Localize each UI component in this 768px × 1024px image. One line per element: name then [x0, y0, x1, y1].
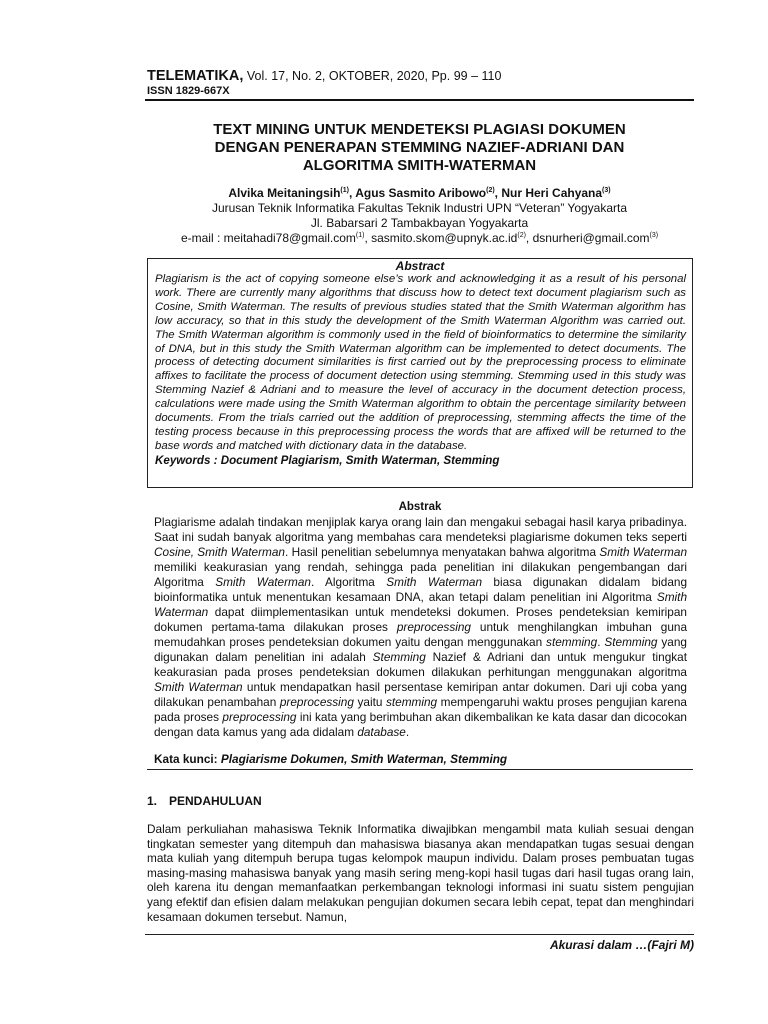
author-index: (2) [486, 187, 495, 194]
author-name: Nur Heri Cahyana [501, 186, 603, 200]
abstrak-emphasis: Smith Waterman [599, 545, 688, 559]
abstrak-segment: untuk mendapatkan hasil persentase kemiripan antar dokumen. Dari uji coba yang dilakukan penambahan [154, 680, 687, 709]
author-name: Agus Sasmito Aribowo [355, 186, 487, 200]
abstrak-text [154, 515, 687, 740]
journal-details: Vol. 17, No. 2, OKTOBER, 2020, Pp. 99 – 110 [246, 69, 502, 83]
abstrak-segment: yang digunakan dalam penelitian ini adalah [154, 635, 687, 664]
abstract-heading: Abstract [395, 259, 445, 273]
abstrak-emphasis: Stemming [372, 650, 426, 664]
abstrak-emphasis: preprocessing [279, 695, 354, 709]
kata-kunci-label: Kata kunci: [154, 752, 221, 766]
abstrak-rule [147, 769, 693, 770]
issn: ISSN 1829-667X [147, 85, 230, 97]
email: sasmito.skom@upnyk.ac.id [371, 231, 518, 245]
keywords: Keywords : Document Plagiarism, Smith Waterman, Stemming [155, 453, 500, 467]
email-index: (3) [649, 232, 659, 239]
abstrak-emphasis: stemming [546, 635, 598, 649]
abstrak-segment: dapat diimplementasikan untuk mendeteksi dokumen. Proses pendeteksian kemiripan dokumen pertama-tama dilakukan proses [154, 605, 687, 634]
section-title: PENDAHULUAN [169, 794, 262, 808]
email-index: (1) [355, 232, 365, 239]
abstract-box [147, 258, 693, 488]
email-index: (2) [517, 232, 526, 239]
abstrak-segment: Plagiarisme adalah tindakan menjiplak karya orang lain dan mengakui sebagai hasil karya pribadinya. Saat ini sudah banyak algoritma yang membahas cara mendeteksi plagiarisme dokumen teks seperti [154, 515, 687, 544]
author-index: (1) [340, 187, 349, 194]
email-line: e-mail : meitahadi78@gmail.com$^{(1)}$, $sasmito.skom@upnyk.ac.id^{(2)}$, dsnurheri@gmail.com$^{(3)}$ [180, 231, 659, 245]
abstrak-emphasis: Smith Waterman [154, 590, 687, 619]
abstrak-heading: Abstrak [398, 501, 442, 513]
intro-paragraph: Dalam perkuliahan mahasiswa Teknik Informatika diwajibkan mengambil mata kuliah sesuai dengan tingkatan semester yang ditempuh dan mahasiswa biasanya akan mendapatkan tugas sesuai dengan mata kuliah yang ditempuh berupa tugas kelompok maupun individu. Dalam proses pembuatan tugas masing-masing mahasiswa banyak yang masih sering meng-kopi hasil tugas dari hasil tugas orang lain, oleh karena itu dengan memanfaatkan perkembangan teknologi informasi ini suatu sistem pengujian yang efektif dan efisien dalam melakukan pengujian dokumen secara lebih cepat, tepat dan menghindari kesamaan dokumen tersebut. Namun, [147, 822, 694, 924]
abstrak-emphasis: stemming [385, 695, 438, 709]
paper-title [145, 121, 694, 175]
abstrak-emphasis: Smith Waterman [386, 575, 483, 589]
abstrak-segment: . [405, 725, 410, 739]
author-name: Alvika Meitaningsih [228, 186, 341, 200]
abstract-text: Plagiarism is the act of copying someone else’s work and acknowledging it as a result of his personal work. There are currently many algorithms that discuss how to detect text document plagiarism such as Cosine, Smith Waterman. The results of previous studies stated that the Smith Waterman algorithm has low accuracy, so that in this study the development of the Smith Waterman Algorithm was carried out. The Smith Waterman algorithm is commonly used in the field of bioinformatics to determine the similarity of DNA, but in this study the Smith Waterman algorithm can be implemented to detect documents. The process of detecting document similarities is first carried out by the preprocessing process to eliminate affixes to facilitate the process of document detection using stemming. Stemming used in this study was Stemming Nazief & Adriani and to measure the level of accuracy in the document detection process, calculations were made using the Smith Waterman algorithm to obtain the percentage similarity between documents. From the trials carried out the addition of preprocessing, stemming affects the time of the testing process because in this preprocessing process the words that are affixed will be returned to the base words and matched with dictionary data in the database. [155, 273, 686, 452]
abstrak-segment: untuk menghilangkan imbuhan guna memudahkan proses pendeteksian dokumen yaitu dengan menggunakan [154, 620, 688, 649]
abstrak-emphasis: preprocessing [396, 620, 471, 634]
abstrak-segment: . [597, 635, 605, 649]
title-line: ALGORITMA SMITH-WATERMAN [302, 157, 537, 174]
running-footer: Akurasi dalam …(Fajri M) [549, 938, 694, 952]
abstrak-segment: . Algoritma [311, 575, 387, 589]
abstrak-segment: Nazief & Adriani dan untuk mengukur tingkat keakurasian pada proses pendeteksian dokumen dilakukan perhitungan menggunakan algoritma [154, 650, 688, 679]
email-label: e-mail : [180, 231, 224, 245]
email: dsnurheri@gmail.com [532, 231, 650, 245]
affiliation: Jurusan Teknik Informatika Fakultas Teknik Industri UPN “Veteran” Yogyakarta [211, 201, 628, 215]
email: meitahadi78@gmail.com [223, 231, 356, 245]
abstrak-segment: . Hasil penelitian sebelumnya menyatakan bahwa algoritma [284, 545, 600, 559]
kata-kunci-value: Plagiarisme Dokumen, Smith Waterman, Stemming [220, 752, 508, 766]
author-names: Alvika Meitaningsih$^{(1)}$, Agus Sasmito Aribowo$^{(2)}$, Nur Heri Cahyana$^{(3)}$ [228, 186, 611, 200]
abstrak-emphasis: Cosine, Smith Waterman [154, 545, 285, 559]
abstrak-emphasis: database [357, 725, 406, 739]
journal-header [147, 68, 501, 84]
abstrak-emphasis: Smith Waterman [154, 680, 243, 694]
section-heading [147, 794, 262, 808]
abstrak-segment: memiliki keakurasian yang rendah, sehingga pada penelitian ini dilakukan pengembangan dari Algoritma [154, 560, 687, 589]
title-line: TEXT MINING UNTUK MENDETEKSI PLAGIASI DOKUMEN [213, 121, 626, 138]
journal-name: TELEMATIKA, [147, 68, 244, 84]
abstrak-segment: mempengaruhi waktu proses pengujian karena pada proses [154, 695, 687, 724]
header-rule [145, 99, 694, 101]
abstrak-segment: yaitu [353, 695, 386, 709]
abstrak-segment: biasa digunakan didalam bidang bioinformatika untuk menentukan kesamaan DNA, akan tetapi dalam penelitian ini Algoritma [154, 575, 688, 604]
abstrak-segment: ini kata yang berimbuhan akan dikembalikan ke kata dasar dan dicocokan dengan data kamus yang ada didalam [154, 710, 687, 739]
author-block [145, 186, 694, 246]
title-line: DENGAN PENERAPAN STEMMING NAZIEF-ADRIANI DAN [214, 139, 625, 156]
abstrak-emphasis: Smith Waterman [215, 575, 311, 589]
author-index: (3) [602, 187, 611, 194]
footer-rule [145, 934, 694, 935]
address: Jl. Babarsari 2 Tambakbayan Yogyakarta [310, 216, 529, 230]
abstrak-emphasis: preprocessing [222, 710, 297, 724]
kata-kunci [154, 752, 507, 766]
section-number: 1. [147, 794, 158, 808]
abstrak-emphasis: Stemming [604, 635, 658, 649]
